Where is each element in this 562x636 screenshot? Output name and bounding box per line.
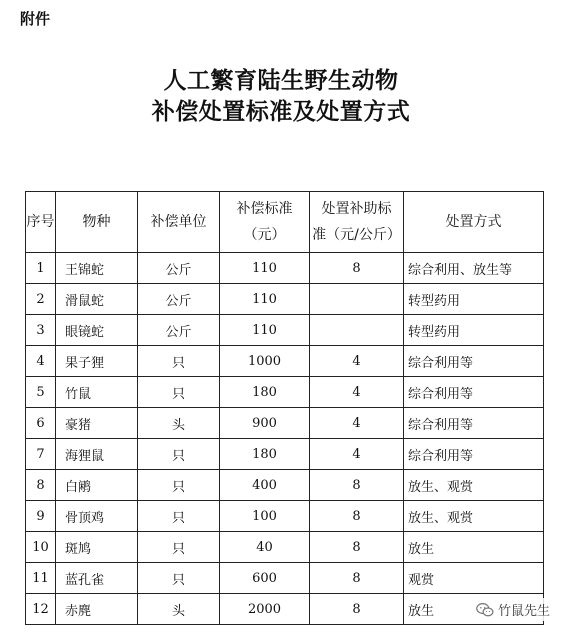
- cell-standard: 180: [220, 439, 310, 470]
- cell-seq: 11: [26, 563, 56, 594]
- cell-unit: 公斤: [138, 315, 220, 346]
- cell-seq: 4: [26, 346, 56, 377]
- cell-seq: 12: [26, 594, 56, 625]
- cell-method: 转型药用: [404, 315, 544, 346]
- cell-species: 白鹇: [56, 470, 138, 501]
- watermark: [472, 598, 554, 621]
- table-row: [26, 346, 544, 377]
- header-subsidy-line1: 处置补助标: [321, 201, 392, 217]
- table-header-row: [26, 192, 544, 253]
- table-row: [26, 470, 544, 501]
- cell-method: 放生、观赏: [404, 470, 544, 501]
- cell-seq: 8: [26, 470, 56, 501]
- cell-species: 骨顶鸡: [56, 501, 138, 532]
- document-title-line2: 补偿处置标准及处置方式: [151, 98, 411, 125]
- cell-standard: 100: [220, 501, 310, 532]
- cell-unit: 头: [138, 594, 220, 625]
- header-unit: 补偿单位: [138, 192, 220, 253]
- cell-species: 王锦蛇: [56, 253, 138, 284]
- cell-species: 海狸鼠: [56, 439, 138, 470]
- cell-species: 果子狸: [56, 346, 138, 377]
- cell-species: 赤麂: [56, 594, 138, 625]
- table-row: [26, 253, 544, 284]
- header-standard: [220, 192, 310, 253]
- cell-unit: 头: [138, 408, 220, 439]
- cell-species: 眼镜蛇: [56, 315, 138, 346]
- cell-seq: 10: [26, 532, 56, 563]
- cell-subsidy: 4: [310, 408, 404, 439]
- cell-standard: 110: [220, 253, 310, 284]
- cell-method: 转型药用: [404, 284, 544, 315]
- cell-unit: 只: [138, 532, 220, 563]
- cell-method: 观赏: [404, 563, 544, 594]
- cell-method: 综合利用等: [404, 439, 544, 470]
- cell-unit: 只: [138, 470, 220, 501]
- cell-seq: 7: [26, 439, 56, 470]
- table-row: [26, 439, 544, 470]
- cell-subsidy: 8: [310, 501, 404, 532]
- document-title-line1: 人工繁育陆生野生动物: [163, 67, 399, 94]
- cell-seq: 3: [26, 315, 56, 346]
- cell-seq: 9: [26, 501, 56, 532]
- header-method: 处置方式: [404, 192, 544, 253]
- cell-method: 综合利用等: [404, 346, 544, 377]
- header-seq: 序号: [26, 192, 56, 253]
- cell-subsidy: 4: [310, 377, 404, 408]
- cell-method: 放生: [404, 594, 544, 625]
- cell-subsidy: 8: [310, 532, 404, 563]
- cell-standard: 110: [220, 284, 310, 315]
- table-row: [26, 377, 544, 408]
- cell-species: 豪猪: [56, 408, 138, 439]
- cell-seq: 6: [26, 408, 56, 439]
- table-row: [26, 563, 544, 594]
- watermark-text: 竹鼠先生: [497, 604, 550, 619]
- cell-unit: 公斤: [138, 284, 220, 315]
- cell-method: 放生: [404, 532, 544, 563]
- compensation-table: [25, 191, 544, 625]
- cell-subsidy: 4: [310, 346, 404, 377]
- header-standard-line1: 补偿标准: [236, 201, 293, 217]
- table-body: [26, 253, 544, 625]
- cell-subsidy: 4: [310, 439, 404, 470]
- table-row: [26, 532, 544, 563]
- cell-standard: 400: [220, 470, 310, 501]
- cell-unit: 只: [138, 439, 220, 470]
- attachment-label: 附件: [20, 10, 51, 28]
- cell-subsidy: [310, 315, 404, 346]
- cell-subsidy: 8: [310, 563, 404, 594]
- cell-subsidy: 8: [310, 470, 404, 501]
- cell-method: 综合利用、放生等: [404, 253, 544, 284]
- cell-standard: 900: [220, 408, 310, 439]
- cell-unit: 只: [138, 501, 220, 532]
- table-row: [26, 315, 544, 346]
- header-subsidy-line2: 准（元/公斤）: [312, 227, 401, 243]
- cell-species: 蓝孔雀: [56, 563, 138, 594]
- cell-seq: 5: [26, 377, 56, 408]
- header-subsidy: [310, 192, 404, 253]
- cell-method: 综合利用等: [404, 408, 544, 439]
- table-row: [26, 594, 544, 625]
- table-row: [26, 284, 544, 315]
- cell-standard: 110: [220, 315, 310, 346]
- cell-standard: 180: [220, 377, 310, 408]
- cell-unit: 公斤: [138, 253, 220, 284]
- cell-subsidy: 8: [310, 253, 404, 284]
- table-row: [26, 408, 544, 439]
- wechat-icon: [476, 602, 494, 618]
- cell-seq: 1: [26, 253, 56, 284]
- cell-species: 滑鼠蛇: [56, 284, 138, 315]
- cell-unit: 只: [138, 563, 220, 594]
- cell-standard: 600: [220, 563, 310, 594]
- cell-subsidy: [310, 284, 404, 315]
- cell-method: 综合利用等: [404, 377, 544, 408]
- table-row: [26, 501, 544, 532]
- header-species: 物种: [56, 192, 138, 253]
- cell-standard: 2000: [220, 594, 310, 625]
- cell-subsidy: 8: [310, 594, 404, 625]
- cell-unit: 只: [138, 346, 220, 377]
- cell-species: 竹鼠: [56, 377, 138, 408]
- cell-seq: 2: [26, 284, 56, 315]
- cell-species: 斑鸠: [56, 532, 138, 563]
- cell-standard: 1000: [220, 346, 310, 377]
- cell-method: 放生、观赏: [404, 501, 544, 532]
- cell-standard: 40: [220, 532, 310, 563]
- cell-unit: 只: [138, 377, 220, 408]
- header-standard-line2: （元）: [243, 227, 286, 243]
